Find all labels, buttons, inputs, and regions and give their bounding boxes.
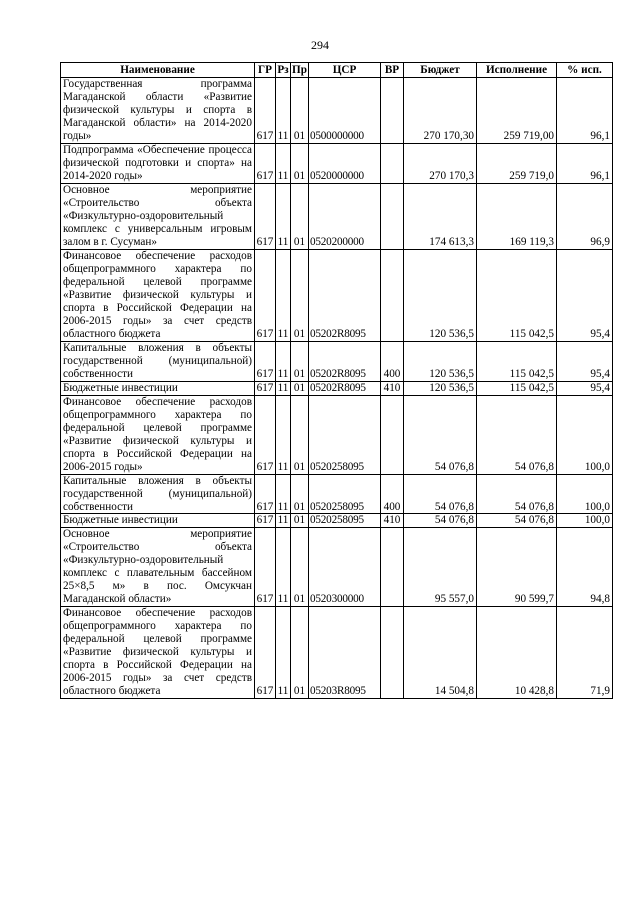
row-execution: 54 076,8 <box>477 474 557 514</box>
col-header-name: Наименование <box>61 63 255 78</box>
row-budget: 270 170,3 <box>404 143 477 183</box>
page-number: 294 <box>311 38 329 52</box>
row-budget: 54 076,8 <box>404 474 477 514</box>
row-execution: 115 042,5 <box>477 341 557 381</box>
col-header-percent: % исп. <box>557 63 613 78</box>
row-name: Основное мероприятие «Строительство объекта «Физкультурно-оздоровительный комплекс с универсальным игровым залом в г. Сусуман» <box>61 183 255 249</box>
row-pr: 01 <box>291 249 309 341</box>
row-vr: 400 <box>381 474 404 514</box>
row-execution: 10 428,8 <box>477 607 557 699</box>
row-csr: 0520000000 <box>309 143 381 183</box>
row-gr: 617 <box>255 607 276 699</box>
row-pr: 01 <box>291 183 309 249</box>
row-vr <box>381 528 404 607</box>
table-row <box>61 528 613 607</box>
table-row <box>61 143 613 183</box>
row-percent: 96,9 <box>557 183 613 249</box>
row-percent: 94,8 <box>557 528 613 607</box>
row-name: Основное мероприятие «Строительство объекта «Физкультурно-оздоровительный комплекс с плавательным бассейном 25×8,5 м» в пос. Омсукчан Магаданской области» <box>61 528 255 607</box>
row-vr <box>381 78 404 144</box>
row-rz: 11 <box>276 514 291 528</box>
col-header-csr: ЦСР <box>309 63 381 78</box>
row-csr: 0520258095 <box>309 474 381 514</box>
table-row <box>61 381 613 395</box>
row-gr: 617 <box>255 249 276 341</box>
row-rz: 11 <box>276 607 291 699</box>
row-pr: 01 <box>291 607 309 699</box>
row-percent: 71,9 <box>557 607 613 699</box>
row-gr: 617 <box>255 381 276 395</box>
row-gr: 617 <box>255 395 276 474</box>
col-header-vr: ВР <box>381 63 404 78</box>
row-percent: 100,0 <box>557 514 613 528</box>
row-budget: 120 536,5 <box>404 249 477 341</box>
budget-table <box>60 62 613 699</box>
row-execution: 54 076,8 <box>477 514 557 528</box>
table-row <box>61 249 613 341</box>
row-budget: 14 504,8 <box>404 607 477 699</box>
row-csr: 0520258095 <box>309 514 381 528</box>
row-execution: 169 119,3 <box>477 183 557 249</box>
row-gr: 617 <box>255 528 276 607</box>
row-csr: 0520300000 <box>309 528 381 607</box>
row-csr: 05203R8095 <box>309 607 381 699</box>
row-rz: 11 <box>276 528 291 607</box>
row-execution: 259 719,00 <box>477 78 557 144</box>
row-pr: 01 <box>291 143 309 183</box>
table-row <box>61 183 613 249</box>
col-header-gr: ГР <box>255 63 276 78</box>
row-percent: 96,1 <box>557 143 613 183</box>
row-csr: 0520200000 <box>309 183 381 249</box>
col-header-pr: Пр <box>292 63 307 76</box>
row-budget: 270 170,30 <box>404 78 477 144</box>
row-rz: 11 <box>276 474 291 514</box>
table-row <box>61 514 613 528</box>
row-gr: 617 <box>255 341 276 381</box>
row-gr: 617 <box>255 514 276 528</box>
row-percent: 95,4 <box>557 249 613 341</box>
col-header-rz: Рз <box>277 63 289 76</box>
row-name: Бюджетные инвестиции <box>61 381 255 395</box>
row-vr <box>381 607 404 699</box>
table-row <box>61 474 613 514</box>
row-csr: 05202R8095 <box>309 341 381 381</box>
row-name: Капитальные вложения в объекты государственной (муниципальной) собственности <box>61 341 255 381</box>
row-percent: 95,4 <box>557 381 613 395</box>
row-percent: 96,1 <box>557 78 613 144</box>
row-pr: 01 <box>291 341 309 381</box>
row-budget: 174 613,3 <box>404 183 477 249</box>
row-execution: 115 042,5 <box>477 249 557 341</box>
row-budget: 120 536,5 <box>404 381 477 395</box>
row-execution: 115 042,5 <box>477 381 557 395</box>
col-header-execution: Исполнение <box>477 63 557 78</box>
row-pr: 01 <box>291 514 309 528</box>
row-name: Бюджетные инвестиции <box>61 514 255 528</box>
col-header-budget: Бюджет <box>404 63 477 78</box>
row-rz: 11 <box>276 381 291 395</box>
table-row <box>61 395 613 474</box>
row-budget: 120 536,5 <box>404 341 477 381</box>
row-rz: 11 <box>276 249 291 341</box>
table-row <box>61 607 613 699</box>
row-gr: 617 <box>255 78 276 144</box>
row-name: Капитальные вложения в объекты государственной (муниципальной) собственности <box>61 474 255 514</box>
row-vr: 410 <box>381 514 404 528</box>
row-csr: 05202R8095 <box>309 249 381 341</box>
row-percent: 100,0 <box>557 395 613 474</box>
row-vr: 400 <box>381 341 404 381</box>
row-pr: 01 <box>291 78 309 144</box>
row-budget: 54 076,8 <box>404 395 477 474</box>
row-pr: 01 <box>291 528 309 607</box>
row-csr: 0500000000 <box>309 78 381 144</box>
row-pr: 01 <box>291 474 309 514</box>
row-csr: 05202R8095 <box>309 381 381 395</box>
row-csr: 0520258095 <box>309 395 381 474</box>
row-budget: 54 076,8 <box>404 514 477 528</box>
row-execution: 259 719,0 <box>477 143 557 183</box>
row-gr: 617 <box>255 474 276 514</box>
row-vr <box>381 143 404 183</box>
header-row <box>61 63 613 78</box>
row-vr: 410 <box>381 381 404 395</box>
row-rz: 11 <box>276 183 291 249</box>
row-vr <box>381 183 404 249</box>
row-pr: 01 <box>291 381 309 395</box>
row-name: Государственная программа Магаданской области «Развитие физической культуры и спорта в Магаданской области» на 2014-2020 годы» <box>61 78 255 144</box>
row-rz: 11 <box>276 143 291 183</box>
table-row <box>61 341 613 381</box>
table-row <box>61 78 613 144</box>
row-name: Подпрограмма «Обеспечение процесса физической подготовки и спорта» на 2014-2020 годы» <box>61 143 255 183</box>
row-percent: 100,0 <box>557 474 613 514</box>
row-budget: 95 557,0 <box>404 528 477 607</box>
row-name: Финансовое обеспечение расходов общепрограммного характера по федеральной целевой программе «Развитие физической культуры и спорта в Российской Федерации на 2006-2015 годы» за счет средств областного бюджета <box>61 607 255 699</box>
row-vr <box>381 395 404 474</box>
row-vr <box>381 249 404 341</box>
row-rz: 11 <box>276 78 291 144</box>
row-gr: 617 <box>255 143 276 183</box>
row-pr: 01 <box>291 395 309 474</box>
row-gr: 617 <box>255 183 276 249</box>
row-execution: 54 076,8 <box>477 395 557 474</box>
row-execution: 90 599,7 <box>477 528 557 607</box>
row-name: Финансовое обеспечение расходов общепрограммного характера по федеральной целевой программе «Развитие физической культуры и спорта в Российской Федерации на 2006-2015 годы» <box>61 395 255 474</box>
row-name: Финансовое обеспечение расходов общепрограммного характера по федеральной целевой программе «Развитие физической культуры и спорта в Российской Федерации на 2006-2015 годы» за счет средств областного бюджета <box>61 249 255 341</box>
row-rz: 11 <box>276 341 291 381</box>
row-percent: 95,4 <box>557 341 613 381</box>
row-rz: 11 <box>276 395 291 474</box>
